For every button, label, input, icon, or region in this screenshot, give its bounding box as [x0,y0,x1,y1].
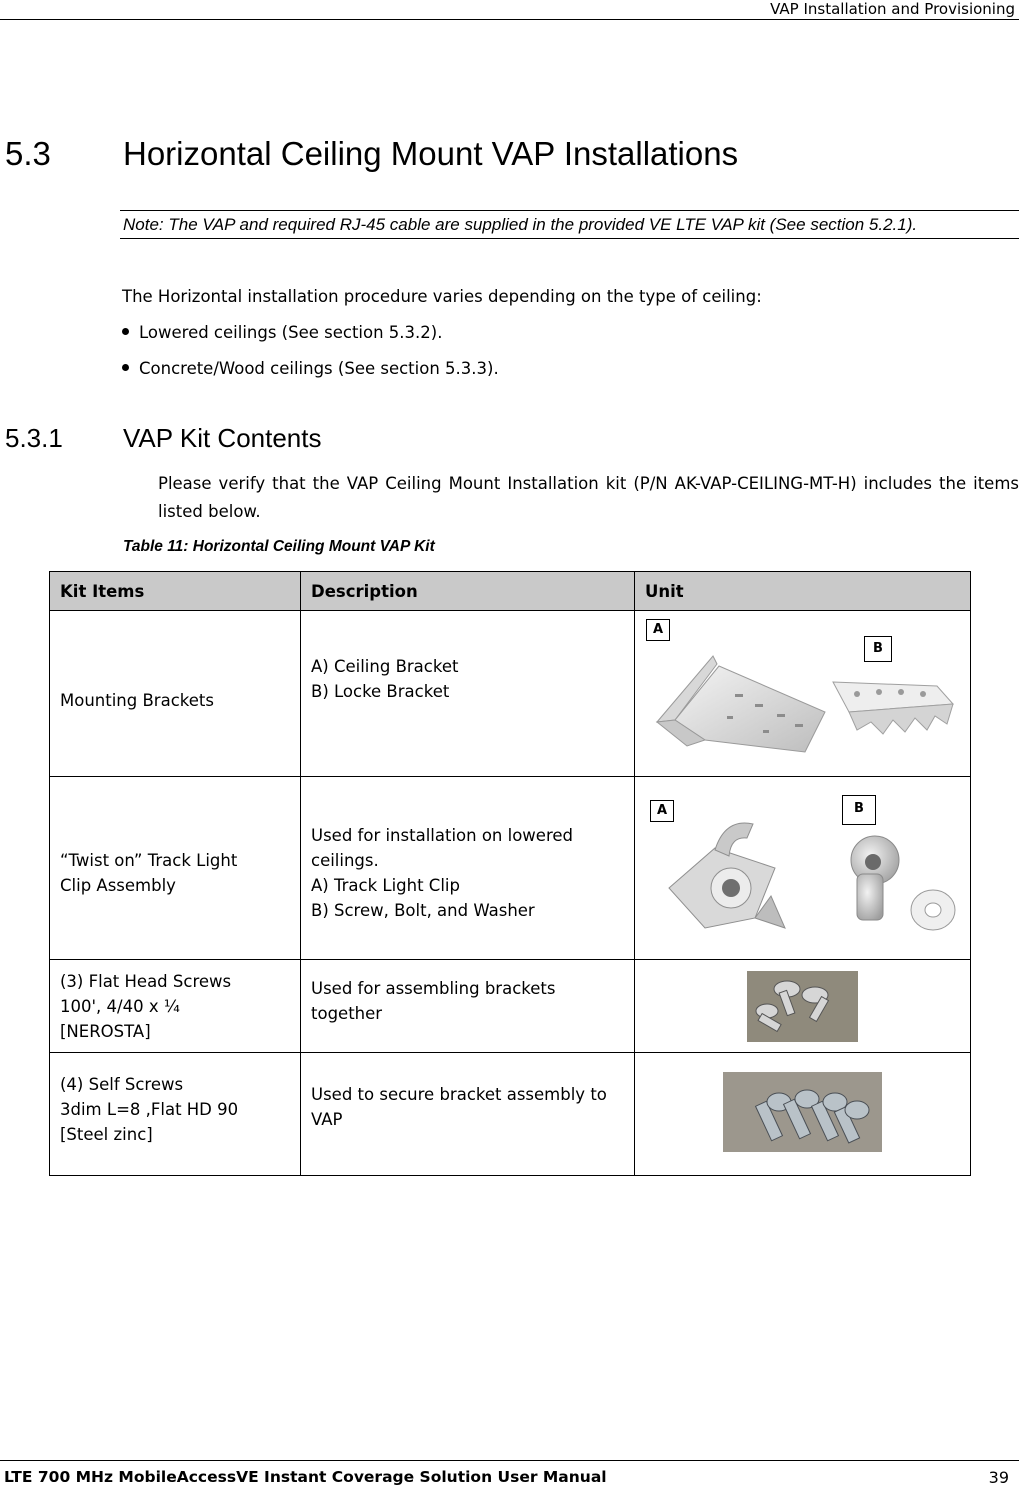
label-a: A [650,800,674,822]
mounting-brackets-photo [635,612,969,776]
kit-item-line: 3dim L=8 ,Flat HD 90 [60,1099,239,1119]
description-line: Used to secure bracket assembly to [311,1085,607,1104]
table-row [50,611,971,777]
unit-cell [635,960,971,1053]
flat-head-screws-photo [747,971,858,1042]
bullet-dot-icon [122,328,129,335]
footer-title: LTE 700 MHz MobileAccessVE Instant Coverage Solution User Manual [4,1468,607,1486]
section-heading [5,135,738,173]
kit-item-line: Mounting Brackets [60,691,214,710]
note-box: Note: The VAP and required RJ-45 cable are supplied in the provided VE LTE VAP kit (See section 5.2.1). [120,210,1019,239]
description-line: A) Track Light Clip [311,876,460,895]
unit-cell [635,1053,971,1176]
footer-rule [0,1460,1019,1461]
bullet-item [122,359,499,378]
subsection-number: 5.3.1 [5,423,63,453]
description-cell [301,1053,635,1176]
table-row [50,1053,971,1176]
description-line: B) Locke Bracket [311,681,450,701]
kit-item-cell [50,777,301,960]
kit-item-cell [50,1053,301,1176]
self-screws-photo [723,1072,882,1152]
label-b: B [864,636,892,662]
bullet-dot-icon [122,364,129,371]
bullet-item [122,323,442,342]
kit-item-line: 100', 4/40 x ¼ [60,996,180,1016]
table-row [50,777,971,960]
bullet-text: Lowered ceilings (See section 5.3.2). [139,323,443,342]
description-cell [301,777,635,960]
description-line: ceilings. [311,851,379,870]
description-line: A) Ceiling Bracket [311,656,459,676]
kit-item-line: (4) Self Screws [60,1074,184,1094]
column-header: Kit Items [50,572,301,611]
kit-item-line: “Twist on” Track Light [60,851,238,870]
kit-item-line: [Steel zinc] [60,1124,153,1144]
table-caption: Table 11: Horizontal Ceiling Mount VAP Kit [123,538,435,555]
track-clip-photo [635,778,969,959]
label-b: B [842,795,876,825]
kit-paragraph: Please verify that the VAP Ceiling Mount Installation kit (P/N AK-VAP-CEILING-MT-H) includes the items listed below. [158,474,1019,521]
table-header-row [50,572,971,611]
kit-item-cell [50,960,301,1053]
section-number: 5.3 [5,135,51,172]
page-number: 39 [988,1468,1009,1487]
kit-item-line: [NEROSTA] [60,1021,151,1041]
kit-item-cell [50,611,301,777]
description-line: VAP [311,1110,343,1129]
description-line: B) Screw, Bolt, and Washer [311,901,535,920]
kit-item-line: (3) Flat Head Screws [60,971,232,991]
header-rule [0,19,1019,20]
intro-paragraph: The Horizontal installation procedure varies depending on the type of ceiling: [122,287,762,306]
subsection-heading [5,423,321,454]
description-cell [301,611,635,777]
section-title: Horizontal Ceiling Mount VAP Installations [123,135,739,172]
column-header: Description [301,572,635,611]
column-header: Unit [635,572,971,611]
description-line: Used for installation on lowered [311,826,573,845]
running-header: VAP Installation and Provisioning [770,0,1015,18]
label-a: A [646,619,670,641]
description-line: Used for assembling brackets [311,979,556,998]
subsection-title: VAP Kit Contents [123,423,322,453]
description-line: together [311,1004,383,1023]
kit-table [49,571,971,1176]
description-cell [301,960,635,1053]
unit-cell [635,611,971,777]
bullet-text: Concrete/Wood ceilings (See section 5.3.3). [139,359,499,378]
kit-item-line: Clip Assembly [60,876,176,895]
unit-cell [635,777,971,960]
table-row [50,960,971,1053]
